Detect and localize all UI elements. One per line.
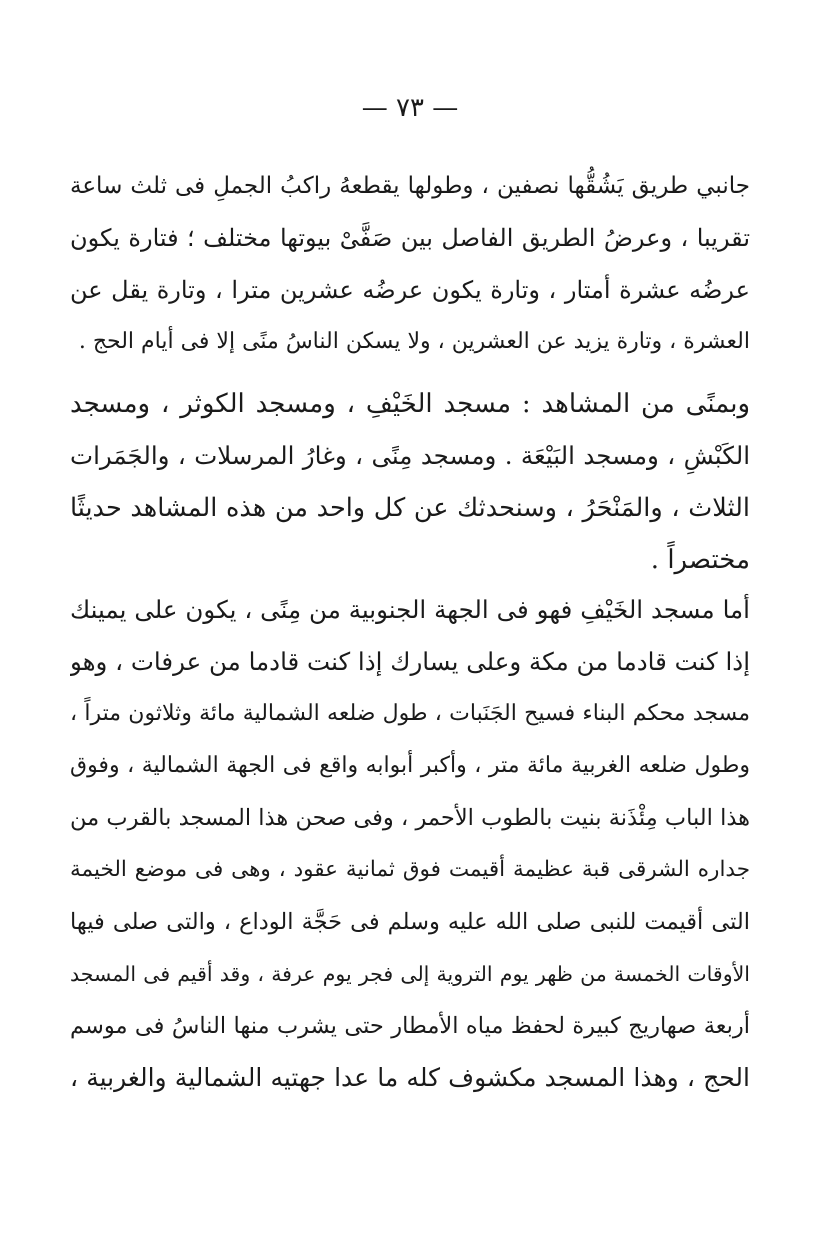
text-line: جانبي طريق يَشُقُّها نصفين ، وطولها يقطعهُ راكبُ الجملِ فى ثلث ساعة bbox=[70, 173, 750, 199]
text-line: الحج ، وهذا المسجد مكشوف كله ما عدا جهتيه الشمالية والغربية ، bbox=[70, 1063, 750, 1092]
text-line: عرضُه عشرة أمتار ، وتارة يكون عرضُه عشرين مترا ، وتارة يقل عن bbox=[70, 276, 750, 304]
book-page bbox=[70, 0, 750, 1253]
text-line: أما مسجد الخَيْفِ فهو فى الجهة الجنوبية من مِنًى ، يكون على يمينك bbox=[70, 595, 750, 624]
text-line: مسجد محكم البناء فسيح الجَنَبات ، طول ضلعه الشمالية مائة وثلاثون متراً ، bbox=[70, 701, 750, 726]
text-line: أربعة صهاريج كبيرة لحفظ مياه الأمطار حتى يشرب منها الناسُ فى موسم bbox=[70, 1013, 750, 1039]
text-line: الثلاث ، والمَنْحَرُ ، وسنحدثك عن كل واحد من هذه المشاهد حديثًا bbox=[70, 493, 750, 523]
paragraph bbox=[70, 378, 750, 586]
paragraph bbox=[70, 160, 750, 368]
text-line: وطول ضلعه الغربية مائة متر ، وأكبر أبوابه واقع فى الجهة الشمالية ، وفوق bbox=[70, 753, 750, 778]
text-line: الكَبْشِ ، ومسجد البَيْعَة . ومسجد مِنًى ، وغارُ المرسلات ، والجَمَرات bbox=[70, 441, 750, 470]
text-line: تقريبا ، وعرضُ الطريق الفاصل بين صَفَّىْ بيوتها مختلف ؛ فتارة يكون bbox=[70, 224, 750, 252]
text-line: العشرة ، وتارة يزيد عن العشرين ، ولا يسكن الناسُ منًى إلا فى أيام الحج . bbox=[78, 329, 750, 354]
text-line: جداره الشرقى قبة عظيمة أقيمت فوق ثمانية عقود ، وهى فى موضع الخيمة bbox=[70, 857, 750, 882]
page-number: — ٧٣ — bbox=[361, 93, 459, 123]
text-line: هذا الباب مِئْذَنة بنيت بالطوب الأحمر ، وفى صحن هذا المسجد بالقرب من bbox=[70, 805, 750, 831]
text-line: وبمنًى من المشاهد : مسجد الخَيْفِ ، ومسجد الكوثر ، ومسجد bbox=[70, 389, 750, 419]
text-line: التى أقيمت للنبى صلى الله عليه وسلم فى حَجَّة الوداع ، والتى صلى فيها bbox=[70, 909, 750, 935]
paragraph bbox=[70, 584, 750, 1104]
text-line: مختصراً . bbox=[650, 545, 750, 575]
text-line: إذا كنت قادما من مكة وعلى يسارك إذا كنت قادما من عرفات ، وهو bbox=[70, 647, 750, 676]
text-line: الأوقات الخمسة من ظهر يوم التروية إلى فجر يوم عرفة ، وقد أقيم فى المسجد bbox=[70, 962, 750, 986]
